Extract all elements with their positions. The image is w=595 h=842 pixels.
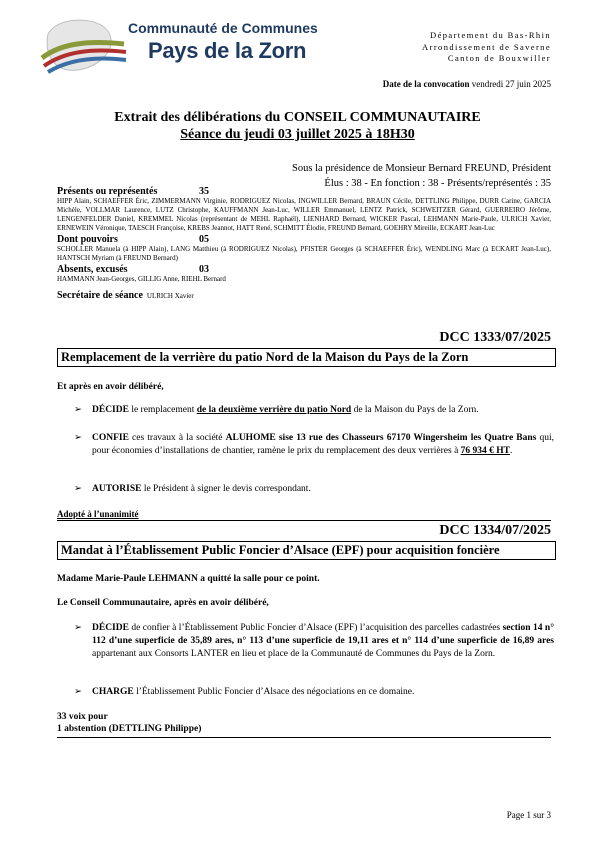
decision-text-2-end: appartenant aux Consorts LANTER en lieu et place de la Communauté de Communes du Pays de la Zorn. xyxy=(92,649,496,659)
absent-names: HAMMANN Jean-Georges, GILLIG Anne, RIEHL Bernard xyxy=(57,275,226,283)
present-heading xyxy=(57,186,551,197)
deliberation-subject: Remplacement de la verrière du patio Nord de la Maison du Pays de la Zorn xyxy=(57,348,556,367)
canton: Canton de Bouxwiller xyxy=(447,53,551,63)
attendance-block xyxy=(57,186,551,303)
elected-counts: Élus : 38 - En fonction : 38 - Présents/représentés : 35 xyxy=(324,178,551,189)
confie-verb: CONFIE xyxy=(92,433,129,443)
parcels: section 14 n° 112 d’une superficie de 35,89 ares, n° 113 d’une superficie de 19,11 ares et n° 114 d’une superficie de 16,89 ares xyxy=(92,623,554,646)
proxy-names: SCHOLLER Manuela (à HIPP Alain), LANG Matthieu (à RODRIGUEZ Nicolas), PFISTER Georges (à SCHAEFFER Éric), WENDLING Marc (à ECKART Jean-Luc), HANTSCH Myriam (à FREUND Bernard) xyxy=(57,245,551,262)
divider-2 xyxy=(57,737,551,738)
charge-verb: CHARGE xyxy=(92,687,134,697)
present-label: Présents ou représentés xyxy=(57,186,158,197)
autorise-verb: AUTORISE xyxy=(92,484,142,494)
arrow-bullet-icon: ➢ xyxy=(74,687,82,697)
presidence-line: Sous la présidence de Monsieur Bernard FREUND, Président xyxy=(292,163,551,174)
absent-label: Absents, excusés xyxy=(57,264,128,275)
secretary-name: ULRICH Xavier xyxy=(146,292,194,300)
confie-item xyxy=(74,432,554,458)
confie-text-end: . xyxy=(510,446,513,456)
page-title: Extrait des délibérations du CONSEIL COMMUNAUTAIRE xyxy=(114,110,481,125)
votes-for: 33 voix pour xyxy=(57,712,108,722)
department: Département du Bas-Rhin xyxy=(430,30,551,40)
deliberation-intro-2: Le Conseil Communautaire, après en avoir délibéré, xyxy=(57,598,269,608)
present-names: HIPP Alain, SCHAEFFER Éric, ZIMMERMANN Virginie, RODRIGUEZ Nicolas, INGWILLER Bernard, BRAUN Cécile, DETTLING Philippe, DURR Carine, GARCIA Michèle, VOLLMAR Laurence, LUTZ Christophe, KAUFFMANN Jean-Luc, WILLER Emmanuel, LENTZ Patrick, SCHWEITZER Gérard, GUERREIRO Jérôme, LENGENFELDER Daniel, KREMMEL Nicolas (représentant de MEHL Raphaël), LIENHARD Bernard, WICKER Pascal, LEHMANN Marie-Paule, ULRICH Xavier, ERNEWEIN Véronique, TAESCH Françoise, KREBS Jeannot, HATT René, SCHMITT Élodie, FREUND Bernard, GOEHRY Mireille, ECKART Jean-Luc xyxy=(57,197,551,232)
deliberation-ref: DCC 1333/07/2025 xyxy=(439,330,551,345)
decision-text: le remplacement xyxy=(128,405,197,415)
deliberation-intro: Et après en avoir délibéré, xyxy=(57,382,164,392)
deliberation-note: Madame Marie-Paule LEHMANN a quitté la salle pour ce point. xyxy=(57,574,320,584)
org-subname: Pays de la Zorn xyxy=(148,38,307,63)
secretary xyxy=(57,285,551,303)
charge-item xyxy=(74,686,554,699)
session-date: Séance du jeudi 03 juillet 2025 à 18H30 xyxy=(180,127,415,142)
convocation-date: vendredi 27 juin 2025 xyxy=(471,79,551,89)
autorise-item xyxy=(74,483,554,496)
secretary-label: Secrétaire de séance xyxy=(57,290,143,301)
present-count: 35 xyxy=(199,186,209,197)
decision-item xyxy=(74,404,554,417)
confie-text: ces travaux à la société xyxy=(128,433,226,443)
deliberation-subject-2: Mandat à l’Établissement Public Foncier d’Alsace (EPF) pour acquisition foncière xyxy=(57,541,556,560)
decision-verb: DÉCIDE xyxy=(92,405,129,415)
decision-emphasis: de la deuxième verrière du patio Nord xyxy=(196,405,352,415)
abstention: 1 abstention (DETTLING Philippe) xyxy=(57,724,202,734)
deliberation-ref-2: DCC 1334/07/2025 xyxy=(439,523,551,538)
decision-item-2 xyxy=(74,622,554,661)
company-name: ALUHOME sise 13 rue des Chasseurs 67170 Wingersheim les Quatre Bans xyxy=(225,433,537,443)
confie-text-mid: qui, pour économies d’installations de chantier, ramène le prix du remplacement des deux verrières à xyxy=(92,433,554,456)
proxy-label: Dont pouvoirs xyxy=(57,234,118,245)
charge-text: l’Établissement Public Foncier d’Alsace des négociations en ce domaine. xyxy=(133,687,415,697)
arrow-bullet-icon: ➢ xyxy=(74,405,82,415)
proxy-heading xyxy=(57,234,551,245)
proxy-count: 05 xyxy=(199,234,209,245)
admin-block xyxy=(422,30,551,65)
arrondissement: Arrondissement de Saverne xyxy=(422,41,551,52)
autorise-text: le Président à signer le devis correspondant. xyxy=(141,484,311,494)
arrow-bullet-icon: ➢ xyxy=(74,484,82,494)
absent-heading xyxy=(57,264,551,275)
divider xyxy=(57,520,551,521)
decision-text-end: de la Maison du Pays de la Zorn. xyxy=(351,405,479,415)
price: 76 934 € HT xyxy=(460,446,511,456)
arrow-bullet-icon: ➢ xyxy=(74,433,82,443)
absent-count: 03 xyxy=(199,264,209,275)
logo-map-icon xyxy=(38,14,128,76)
arrow-bullet-icon: ➢ xyxy=(74,623,82,633)
session-title xyxy=(0,127,595,143)
convocation xyxy=(383,79,551,89)
page-number: Page 1 sur 3 xyxy=(506,810,551,820)
convocation-label: Date de la convocation xyxy=(382,79,470,89)
org-name: Communauté de Communes xyxy=(128,20,318,36)
decision-text-2: de confier à l’Établissement Public Foncier d’Alsace (EPF) l’acquisition des parcelles cadastrées xyxy=(128,623,503,633)
vote-result: Adopté à l’unanimité xyxy=(57,509,139,519)
decision-verb-2: DÉCIDE xyxy=(92,623,129,633)
